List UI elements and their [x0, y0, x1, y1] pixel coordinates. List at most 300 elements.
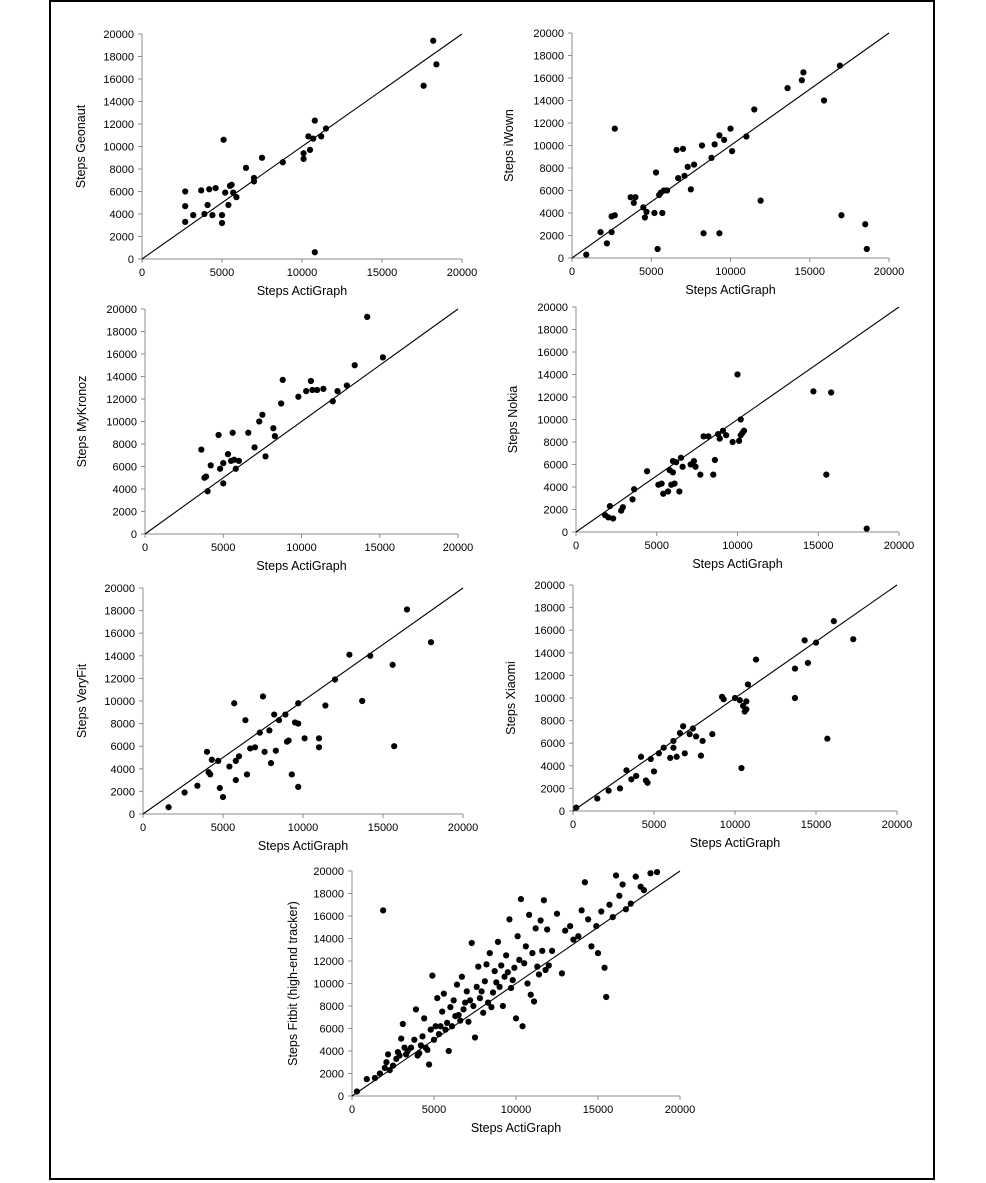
data-point: [685, 164, 691, 170]
y-axis-label: Steps MyKronoz: [75, 375, 89, 468]
data-point: [209, 757, 215, 763]
data-point: [380, 907, 386, 913]
x-axis-label: Steps ActiGraph: [256, 284, 348, 298]
data-point: [490, 989, 496, 995]
data-point: [396, 1052, 402, 1058]
data-point: [691, 162, 697, 168]
data-point: [295, 394, 301, 400]
data-point: [598, 908, 604, 914]
x-tick-label: 5000: [644, 540, 669, 552]
scatter-chart-3: [75, 304, 473, 573]
data-point: [699, 142, 705, 148]
data-point: [225, 202, 231, 208]
data-point: [697, 472, 703, 478]
data-point: [385, 1051, 391, 1057]
data-point: [446, 1048, 452, 1054]
data-point: [705, 433, 711, 439]
data-point: [431, 1037, 437, 1043]
data-point: [549, 948, 555, 954]
data-point: [638, 754, 644, 760]
data-point: [354, 1088, 360, 1094]
scatter-chart-4: [506, 302, 914, 571]
data-point: [459, 974, 465, 980]
y-tick-label: 4000: [112, 484, 137, 496]
y-tick-label: 14000: [534, 647, 565, 660]
scatter-chart-2: [502, 28, 904, 297]
data-point: [612, 212, 618, 218]
scatter-chart-7: [286, 866, 695, 1135]
y-tick-label: 16000: [313, 911, 344, 923]
data-point: [205, 488, 211, 494]
data-point: [862, 221, 868, 227]
data-point: [221, 137, 227, 143]
y-tick-label: 6000: [112, 461, 137, 474]
data-point: [323, 125, 329, 131]
y-tick-label: 4000: [540, 760, 565, 773]
data-point: [631, 200, 637, 206]
data-point: [316, 735, 322, 741]
data-point: [434, 995, 440, 1001]
data-point: [500, 1003, 506, 1009]
data-point: [421, 1015, 427, 1021]
data-point: [364, 314, 370, 320]
data-point: [182, 789, 188, 795]
data-point: [245, 430, 251, 436]
data-point: [198, 187, 204, 193]
y-tick-label: 18000: [103, 51, 134, 64]
data-point: [658, 481, 664, 487]
data-point: [478, 988, 484, 994]
data-point: [641, 887, 647, 893]
data-point: [310, 136, 316, 142]
data-point: [203, 474, 209, 480]
y-tick-label: 10000: [537, 414, 568, 427]
data-point: [559, 970, 565, 976]
data-point: [682, 750, 688, 756]
data-point: [736, 438, 742, 444]
y-tick-label: 10000: [534, 693, 565, 705]
data-point: [751, 106, 757, 112]
data-point: [430, 38, 436, 44]
data-point: [665, 488, 671, 494]
data-point: [603, 994, 609, 1000]
data-point: [647, 870, 653, 876]
y-tick-label: 14000: [103, 96, 134, 109]
data-point: [465, 1019, 471, 1025]
y-tick-label: 2000: [109, 231, 134, 244]
data-point: [644, 468, 650, 474]
data-point: [314, 387, 320, 393]
scatter-chart-6: [504, 580, 912, 850]
data-point: [716, 230, 722, 236]
y-tick-label: 18000: [104, 605, 135, 618]
data-point: [390, 662, 396, 668]
data-point: [477, 995, 483, 1001]
data-point: [643, 209, 649, 215]
y-axis-label: Steps VeryFit: [75, 663, 89, 739]
data-point: [364, 1076, 370, 1082]
data-point: [391, 743, 397, 749]
y-tick-label: 2000: [540, 783, 565, 796]
data-point: [488, 1004, 494, 1010]
y-tick-label: 8000: [110, 718, 135, 731]
data-point: [257, 730, 263, 736]
y-tick-label: 4000: [109, 209, 134, 221]
data-point: [680, 146, 686, 152]
data-point: [737, 697, 743, 703]
data-point: [380, 354, 386, 360]
data-point: [352, 362, 358, 368]
data-point: [457, 1018, 463, 1024]
y-tick-label: 20000: [103, 29, 134, 41]
data-point: [595, 950, 601, 956]
x-axis-label: Steps ActiGraph: [470, 1121, 562, 1135]
data-point: [190, 212, 196, 218]
y-tick-label: 18000: [537, 324, 568, 337]
data-point: [236, 753, 242, 759]
data-point: [709, 731, 715, 737]
data-point: [661, 745, 667, 751]
data-point: [220, 794, 226, 800]
x-tick-label: 20000: [883, 540, 915, 552]
x-tick-label: 0: [568, 266, 576, 278]
data-point: [721, 696, 727, 702]
data-point: [712, 457, 718, 463]
y-tick-label: 0: [558, 806, 565, 818]
data-point: [280, 159, 286, 165]
data-point: [242, 717, 248, 723]
data-point: [679, 464, 685, 470]
data-point: [738, 416, 744, 422]
data-point: [295, 700, 301, 706]
data-point: [454, 982, 460, 988]
data-point: [280, 377, 286, 383]
data-point: [838, 212, 844, 218]
data-point: [334, 388, 340, 394]
y-tick-label: 12000: [313, 956, 344, 968]
data-point: [717, 436, 723, 442]
data-point: [824, 736, 830, 742]
data-point: [312, 118, 318, 124]
data-point: [613, 872, 619, 878]
y-tick-label: 14000: [106, 371, 137, 384]
y-tick-label: 8000: [543, 437, 568, 449]
data-point: [831, 618, 837, 624]
x-tick-label: 10000: [287, 822, 319, 834]
data-point: [312, 249, 318, 255]
data-point: [659, 210, 665, 216]
data-point: [474, 984, 480, 990]
y-tick-label: 18000: [533, 50, 564, 63]
data-point: [332, 676, 338, 682]
data-point: [546, 962, 552, 968]
data-point: [346, 652, 352, 658]
x-axis-label: Steps ActiGraph: [685, 283, 776, 297]
data-point: [268, 760, 274, 766]
data-point: [383, 1059, 389, 1065]
x-tick-label: 0: [138, 267, 146, 279]
data-point: [209, 212, 215, 218]
y-tick-label: 2000: [110, 786, 135, 799]
data-point: [480, 1010, 486, 1016]
data-point: [426, 1061, 432, 1067]
data-point: [575, 933, 581, 939]
y-tick-label: 6000: [540, 738, 565, 751]
x-tick-label: 10000: [722, 540, 753, 552]
data-point: [654, 246, 660, 252]
x-tick-label: 10000: [286, 542, 317, 554]
y-tick-label: 6000: [539, 185, 564, 198]
data-point: [213, 185, 219, 191]
data-point: [429, 973, 435, 979]
data-point: [601, 965, 607, 971]
data-point: [372, 1075, 378, 1081]
x-tick-label: 20000: [442, 542, 474, 554]
data-point: [282, 711, 288, 717]
data-point: [758, 198, 764, 204]
y-tick-label: 10000: [103, 141, 134, 154]
x-tick-label: 5000: [211, 542, 236, 554]
x-axis-label: Steps ActiGraph: [256, 559, 347, 573]
x-axis-label: Steps ActiGraph: [692, 557, 783, 571]
data-point: [678, 455, 684, 461]
data-point: [460, 1006, 466, 1012]
data-point: [670, 469, 676, 475]
data-point: [633, 773, 639, 779]
data-point: [208, 462, 214, 468]
data-point: [231, 700, 237, 706]
data-point: [716, 132, 722, 138]
data-point: [723, 432, 729, 438]
data-point: [633, 874, 639, 880]
data-point: [272, 433, 278, 439]
data-point: [588, 943, 594, 949]
x-tick-label: 5000: [421, 1104, 447, 1116]
data-point: [743, 698, 749, 704]
data-point: [508, 985, 514, 991]
data-point: [262, 453, 268, 459]
x-tick-label: 0: [141, 542, 149, 554]
y-tick-label: 10000: [106, 416, 137, 429]
data-point: [799, 77, 805, 83]
y-tick-label: 4000: [110, 763, 135, 776]
data-point: [225, 451, 231, 457]
data-point: [837, 63, 843, 69]
data-point: [741, 428, 747, 434]
data-point: [217, 785, 223, 791]
data-point: [712, 141, 718, 147]
data-point: [753, 656, 759, 662]
y-tick-label: 6000: [319, 1023, 344, 1036]
data-point: [503, 952, 509, 958]
data-point: [322, 702, 328, 708]
data-point: [533, 925, 539, 931]
y-tick-label: 14000: [537, 369, 568, 382]
data-point: [492, 968, 498, 974]
y-tick-label: 20000: [313, 866, 344, 878]
data-point: [620, 881, 626, 887]
data-point: [229, 182, 235, 188]
y-tick-label: 4000: [543, 482, 568, 494]
y-tick-label: 6000: [109, 186, 134, 199]
data-point: [802, 637, 808, 643]
data-point: [260, 693, 266, 699]
data-point: [531, 998, 537, 1004]
data-point: [823, 472, 829, 478]
data-point: [318, 133, 324, 139]
data-point: [289, 771, 295, 777]
data-point: [398, 1036, 404, 1042]
data-point: [670, 745, 676, 751]
data-point: [673, 459, 679, 465]
data-point: [302, 735, 308, 741]
data-point: [721, 137, 727, 143]
data-point: [233, 777, 239, 783]
data-point: [656, 750, 662, 756]
data-point: [475, 964, 481, 970]
data-point: [308, 378, 314, 384]
y-axis-label: Steps iWown: [502, 109, 516, 182]
x-tick-label: 0: [139, 822, 147, 834]
data-point: [620, 504, 626, 510]
data-point: [456, 1012, 462, 1018]
y-tick-label: 8000: [319, 1001, 344, 1013]
y-tick-label: 16000: [537, 347, 568, 359]
data-point: [330, 398, 336, 404]
data-point: [671, 481, 677, 487]
x-tick-label: 20000: [881, 819, 913, 831]
y-tick-label: 12000: [537, 392, 568, 404]
data-point: [182, 188, 188, 194]
y-tick-label: 0: [337, 1091, 344, 1103]
data-point: [236, 458, 242, 464]
data-point: [745, 681, 751, 687]
x-tick-label: 20000: [446, 267, 478, 279]
data-point: [688, 186, 694, 192]
data-point: [518, 896, 524, 902]
data-point: [259, 412, 265, 418]
y-axis-label: Steps Xiaomi: [504, 661, 518, 735]
data-point: [233, 466, 239, 472]
data-point: [244, 771, 250, 777]
y-tick-label: 20000: [537, 302, 568, 314]
data-point: [593, 923, 599, 929]
data-point: [651, 768, 657, 774]
x-tick-label: 5000: [639, 266, 664, 278]
data-point: [182, 219, 188, 225]
data-point: [651, 210, 657, 216]
data-point: [243, 165, 249, 171]
data-point: [400, 1021, 406, 1027]
data-point: [526, 912, 532, 918]
y-tick-label: 16000: [534, 625, 565, 638]
data-point: [416, 1050, 422, 1056]
x-tick-label: 0: [569, 819, 577, 831]
data-point: [644, 780, 650, 786]
data-point: [821, 97, 827, 103]
data-point: [597, 229, 603, 235]
x-tick-label: 10000: [500, 1104, 532, 1116]
data-point: [451, 997, 457, 1003]
data-point: [367, 653, 373, 659]
x-tick-label: 5000: [209, 267, 235, 279]
y-tick-label: 4000: [539, 208, 564, 220]
data-point: [675, 175, 681, 181]
y-tick-label: 4000: [319, 1046, 344, 1058]
data-point: [222, 190, 228, 196]
y-tick-label: 2000: [543, 504, 568, 517]
y-tick-label: 20000: [534, 580, 565, 592]
identity-line: [143, 588, 463, 814]
x-tick-label: 5000: [641, 819, 667, 831]
data-point: [585, 916, 591, 922]
data-point: [700, 230, 706, 236]
data-point: [204, 749, 210, 755]
data-point: [698, 753, 704, 759]
data-point: [206, 186, 212, 192]
data-point: [233, 194, 239, 200]
data-point: [198, 447, 204, 453]
data-point: [648, 756, 654, 762]
data-point: [610, 515, 616, 521]
y-tick-label: 0: [130, 529, 137, 541]
data-point: [554, 911, 560, 917]
scatter-chart-5: [75, 583, 478, 853]
data-point: [511, 965, 517, 971]
x-tick-label: 20000: [664, 1104, 696, 1116]
data-point: [690, 725, 696, 731]
y-tick-label: 14000: [313, 933, 344, 946]
x-axis-label: Steps ActiGraph: [257, 839, 349, 853]
data-point: [567, 923, 573, 929]
y-tick-label: 16000: [103, 74, 134, 86]
x-tick-label: 10000: [719, 819, 751, 831]
data-point: [278, 400, 284, 406]
data-point: [217, 466, 223, 472]
data-point: [271, 711, 277, 717]
data-point: [295, 784, 301, 790]
data-point: [562, 928, 568, 934]
data-point: [528, 992, 534, 998]
x-tick-label: 15000: [794, 266, 826, 278]
y-tick-label: 16000: [533, 73, 564, 85]
x-tick-label: 15000: [800, 819, 832, 831]
y-axis-label: Steps Nokia: [506, 385, 520, 454]
data-point: [654, 869, 660, 875]
data-point: [583, 252, 589, 258]
data-point: [616, 893, 622, 899]
data-point: [539, 948, 545, 954]
y-tick-label: 12000: [533, 118, 564, 130]
data-point: [529, 950, 535, 956]
data-point: [676, 488, 682, 494]
data-point: [642, 214, 648, 220]
data-point: [805, 660, 811, 666]
y-tick-label: 2000: [539, 230, 564, 243]
y-tick-label: 2000: [319, 1068, 344, 1081]
data-point: [609, 229, 615, 235]
y-tick-label: 0: [128, 809, 135, 821]
y-tick-label: 20000: [106, 304, 137, 316]
data-point: [207, 771, 213, 777]
y-axis-label: Steps Geonaut: [74, 104, 88, 189]
y-tick-label: 6000: [543, 459, 568, 472]
y-tick-label: 2000: [112, 506, 137, 519]
data-point: [219, 212, 225, 218]
data-point: [677, 730, 683, 736]
y-tick-label: 8000: [109, 164, 134, 176]
x-tick-label: 5000: [210, 822, 236, 834]
